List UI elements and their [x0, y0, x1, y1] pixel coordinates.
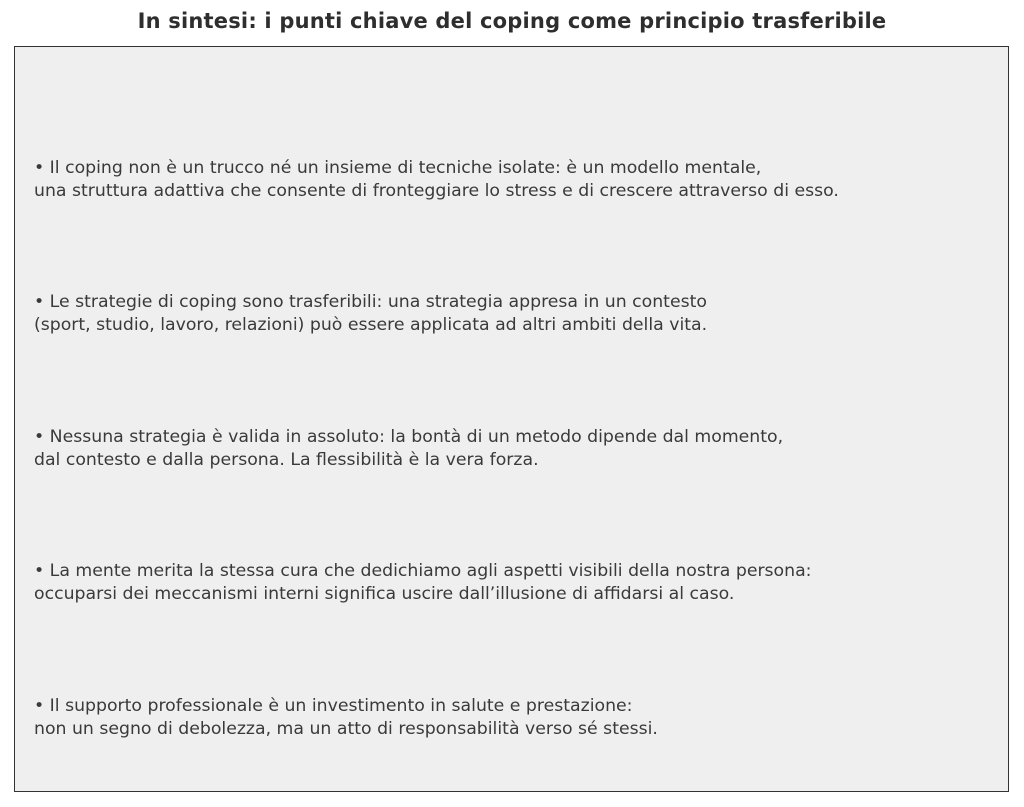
key-point-4-line-2: occuparsi dei meccanismi interni significa uscire dall’illusione di affidarsi al caso.: [34, 584, 735, 604]
key-point-1-line-2: una struttura adattiva che consente di fronteggiare lo stress e di crescere attraverso di esso.: [34, 181, 839, 201]
page-title: In sintesi: i punti chiave del coping come principio trasferibile: [137, 9, 887, 33]
key-point-5-line-2: non un segno di debolezza, ma un atto di responsabilità verso sé stessi.: [34, 719, 658, 739]
key-point-4-line-1: • La mente merita la stessa cura che dedichiamo agli aspetti visibili della nostra persona:: [34, 561, 812, 581]
key-point-3: [34, 426, 783, 472]
key-point-3-line-2: dal contesto e dalla persona. La flessibilità è la vera forza.: [34, 450, 539, 470]
key-point-5-line-1: • Il supporto professionale è un investimento in salute e prestazione:: [34, 696, 633, 716]
key-point-5: [34, 695, 658, 741]
key-point-2-line-2: (sport, studio, lavoro, relazioni) può essere applicata ad altri ambiti della vita.: [34, 315, 708, 335]
key-point-1-line-1: • Il coping non è un trucco né un insieme di tecniche isolate: è un modello mentale,: [34, 158, 762, 178]
key-point-2: [34, 291, 707, 337]
key-points-panel: [14, 46, 1009, 792]
key-point-3-line-1: • Nessuna strategia è valida in assoluto: la bontà di un metodo dipende dal momento,: [34, 427, 784, 447]
key-point-1: [34, 157, 839, 203]
key-point-2-line-1: • Le strategie di coping sono trasferibili: una strategia appresa in un contesto: [34, 292, 707, 312]
key-point-4: [34, 560, 812, 606]
